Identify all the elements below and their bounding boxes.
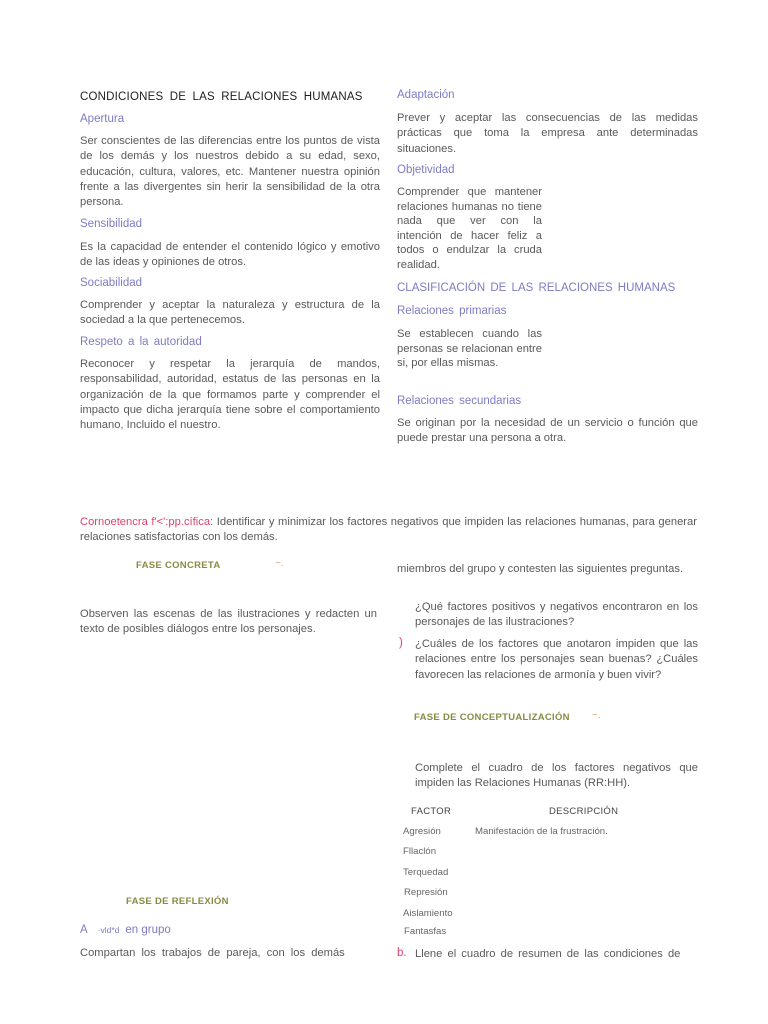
paragraph-sociabilidad: Comprender y aceptar la naturaleza y estructura de la sociedad a la que pertenecemos. xyxy=(80,299,380,327)
heading-objetividad: Objetividad xyxy=(397,164,455,176)
table-row-factor: Terquedad xyxy=(403,867,449,878)
heading-sensibilidad: Sensibilidad xyxy=(80,218,143,230)
fase-reflexion-text: Compartan los trabajos de pareja, con los demás xyxy=(80,947,345,959)
competencia-label: Cornoetencra f'<':pp.cífica: xyxy=(80,516,214,528)
item-b-marker: b. xyxy=(397,947,407,959)
actividad-label: en grupo xyxy=(125,924,171,936)
paragraph-sensibilidad: Es la capacidad de entender el contenido lógico y emotivo de las ideas y opiniones de otros. xyxy=(80,241,380,269)
heading-apertura: Apertura xyxy=(80,113,125,125)
table-header-descripcion: DESCRIPCIÓN xyxy=(549,806,619,817)
competencia-paragraph xyxy=(80,515,697,546)
paragraph-apertura: Ser conscientes de las diferencias entre los puntos de vista de los demás y los nuestros debido a su edad, sexo, educación, cultura, valores, etc. Mantener nuestra opinión frente a las divergentes sin herir la sensibilidad de la otra persona. xyxy=(80,135,380,209)
paragraph-objetividad: Comprender que mantener relaciones humanas no tiene nada que ver con la intención de hacer feliz a todos o endulzar la cruda realidad. xyxy=(397,186,542,271)
actividad-marker: A xyxy=(80,924,88,936)
fase-conceptualizacion-title: FASE DE CONCEPTUALIZACIÓN xyxy=(414,712,570,723)
paragraph-relaciones-primarias: Se establecen cuando las personas se relacionan entre si, por ellas mismas. xyxy=(397,328,542,370)
actividad-heading xyxy=(80,924,171,936)
fase-reflexion-title: FASE DE REFLEXIÓN xyxy=(126,896,229,907)
table-row-factor: Fantasfas xyxy=(404,926,447,937)
question-2: ¿Cuáles de los factores que anotaron impiden que las relaciones entre los personajes sean buenas? ¿Cuáles favorecen las relaciones de armonía y buen vivir? xyxy=(415,638,698,681)
competencia-text: Identificar y minimizar los factores negativos que impiden las relaciones humanas, para generar relaciones satisfactorias con los demás. xyxy=(80,516,697,544)
paragraph-respeto: Reconocer y respetar la jerarquía de mandos, responsabilidad, autoridad, estatus de las personas en la organización de la que formamos parte y comprender el impacto que dicha jerarquía tiene sobre el comportamiento humano, Incluido el nuestro. xyxy=(80,358,380,432)
fase-concreta-mark: ~. xyxy=(275,558,284,569)
fase-concreta-instructions: Observen las escenas de las ilustraciones y redacten un texto de posibles diálogos entre los personajes. xyxy=(80,608,377,636)
question-1: ¿Qué factores positivos y negativos encontraron en los personajes de las ilustraciones? xyxy=(415,601,698,629)
complete-instructions: Complete el cuadro de los factores negativos que impiden las Relaciones Humanas (RR:HH). xyxy=(415,762,698,790)
page-title: CONDICIONES DE LAS RELACIONES HUMANAS xyxy=(80,91,363,103)
paragraph-adaptacion: Prever y aceptar las consecuencias de las medidas prácticas que toma la empresa ante determinadas situaciones. xyxy=(397,112,698,155)
heading-relaciones-primarias: Relaciones primarias xyxy=(397,305,507,317)
heading-clasificacion: CLASIFICACIÓN DE LAS RELACIONES HUMANAS xyxy=(397,282,676,294)
table-row-factor: Represión xyxy=(404,887,448,898)
actividad-garbled-text: ·vld*d xyxy=(97,925,120,935)
heading-respeto: Respeto a la autoridad xyxy=(80,336,202,348)
paragraph-relaciones-secundarias: Se originan por la necesidad de un servicio o función que puede prestar una persona a otra. xyxy=(397,417,698,445)
table-header-factor: FACTOR xyxy=(411,806,452,817)
table-row-factor: Aislamiento xyxy=(403,908,453,919)
item-b-text: Llene el cuadro de resumen de las condiciones de xyxy=(415,948,681,960)
table-row-factor: Fllaclón xyxy=(403,846,437,857)
fase-concreta-title: FASE CONCRETA xyxy=(136,560,221,571)
continuation-text: miembros del grupo y contesten las siguientes preguntas. xyxy=(397,563,684,575)
question-2-marker: ) xyxy=(399,637,403,649)
table-row-descripcion: Manifestación de la frustración. xyxy=(475,826,608,837)
heading-relaciones-secundarias: Relaciones secundarias xyxy=(397,395,522,407)
heading-adaptacion: Adaptación xyxy=(397,89,455,101)
heading-sociabilidad: Sociabilidad xyxy=(80,277,143,289)
table-row-factor: Agresión xyxy=(403,826,441,837)
fase-conceptualizacion-mark: ~. xyxy=(592,710,601,721)
